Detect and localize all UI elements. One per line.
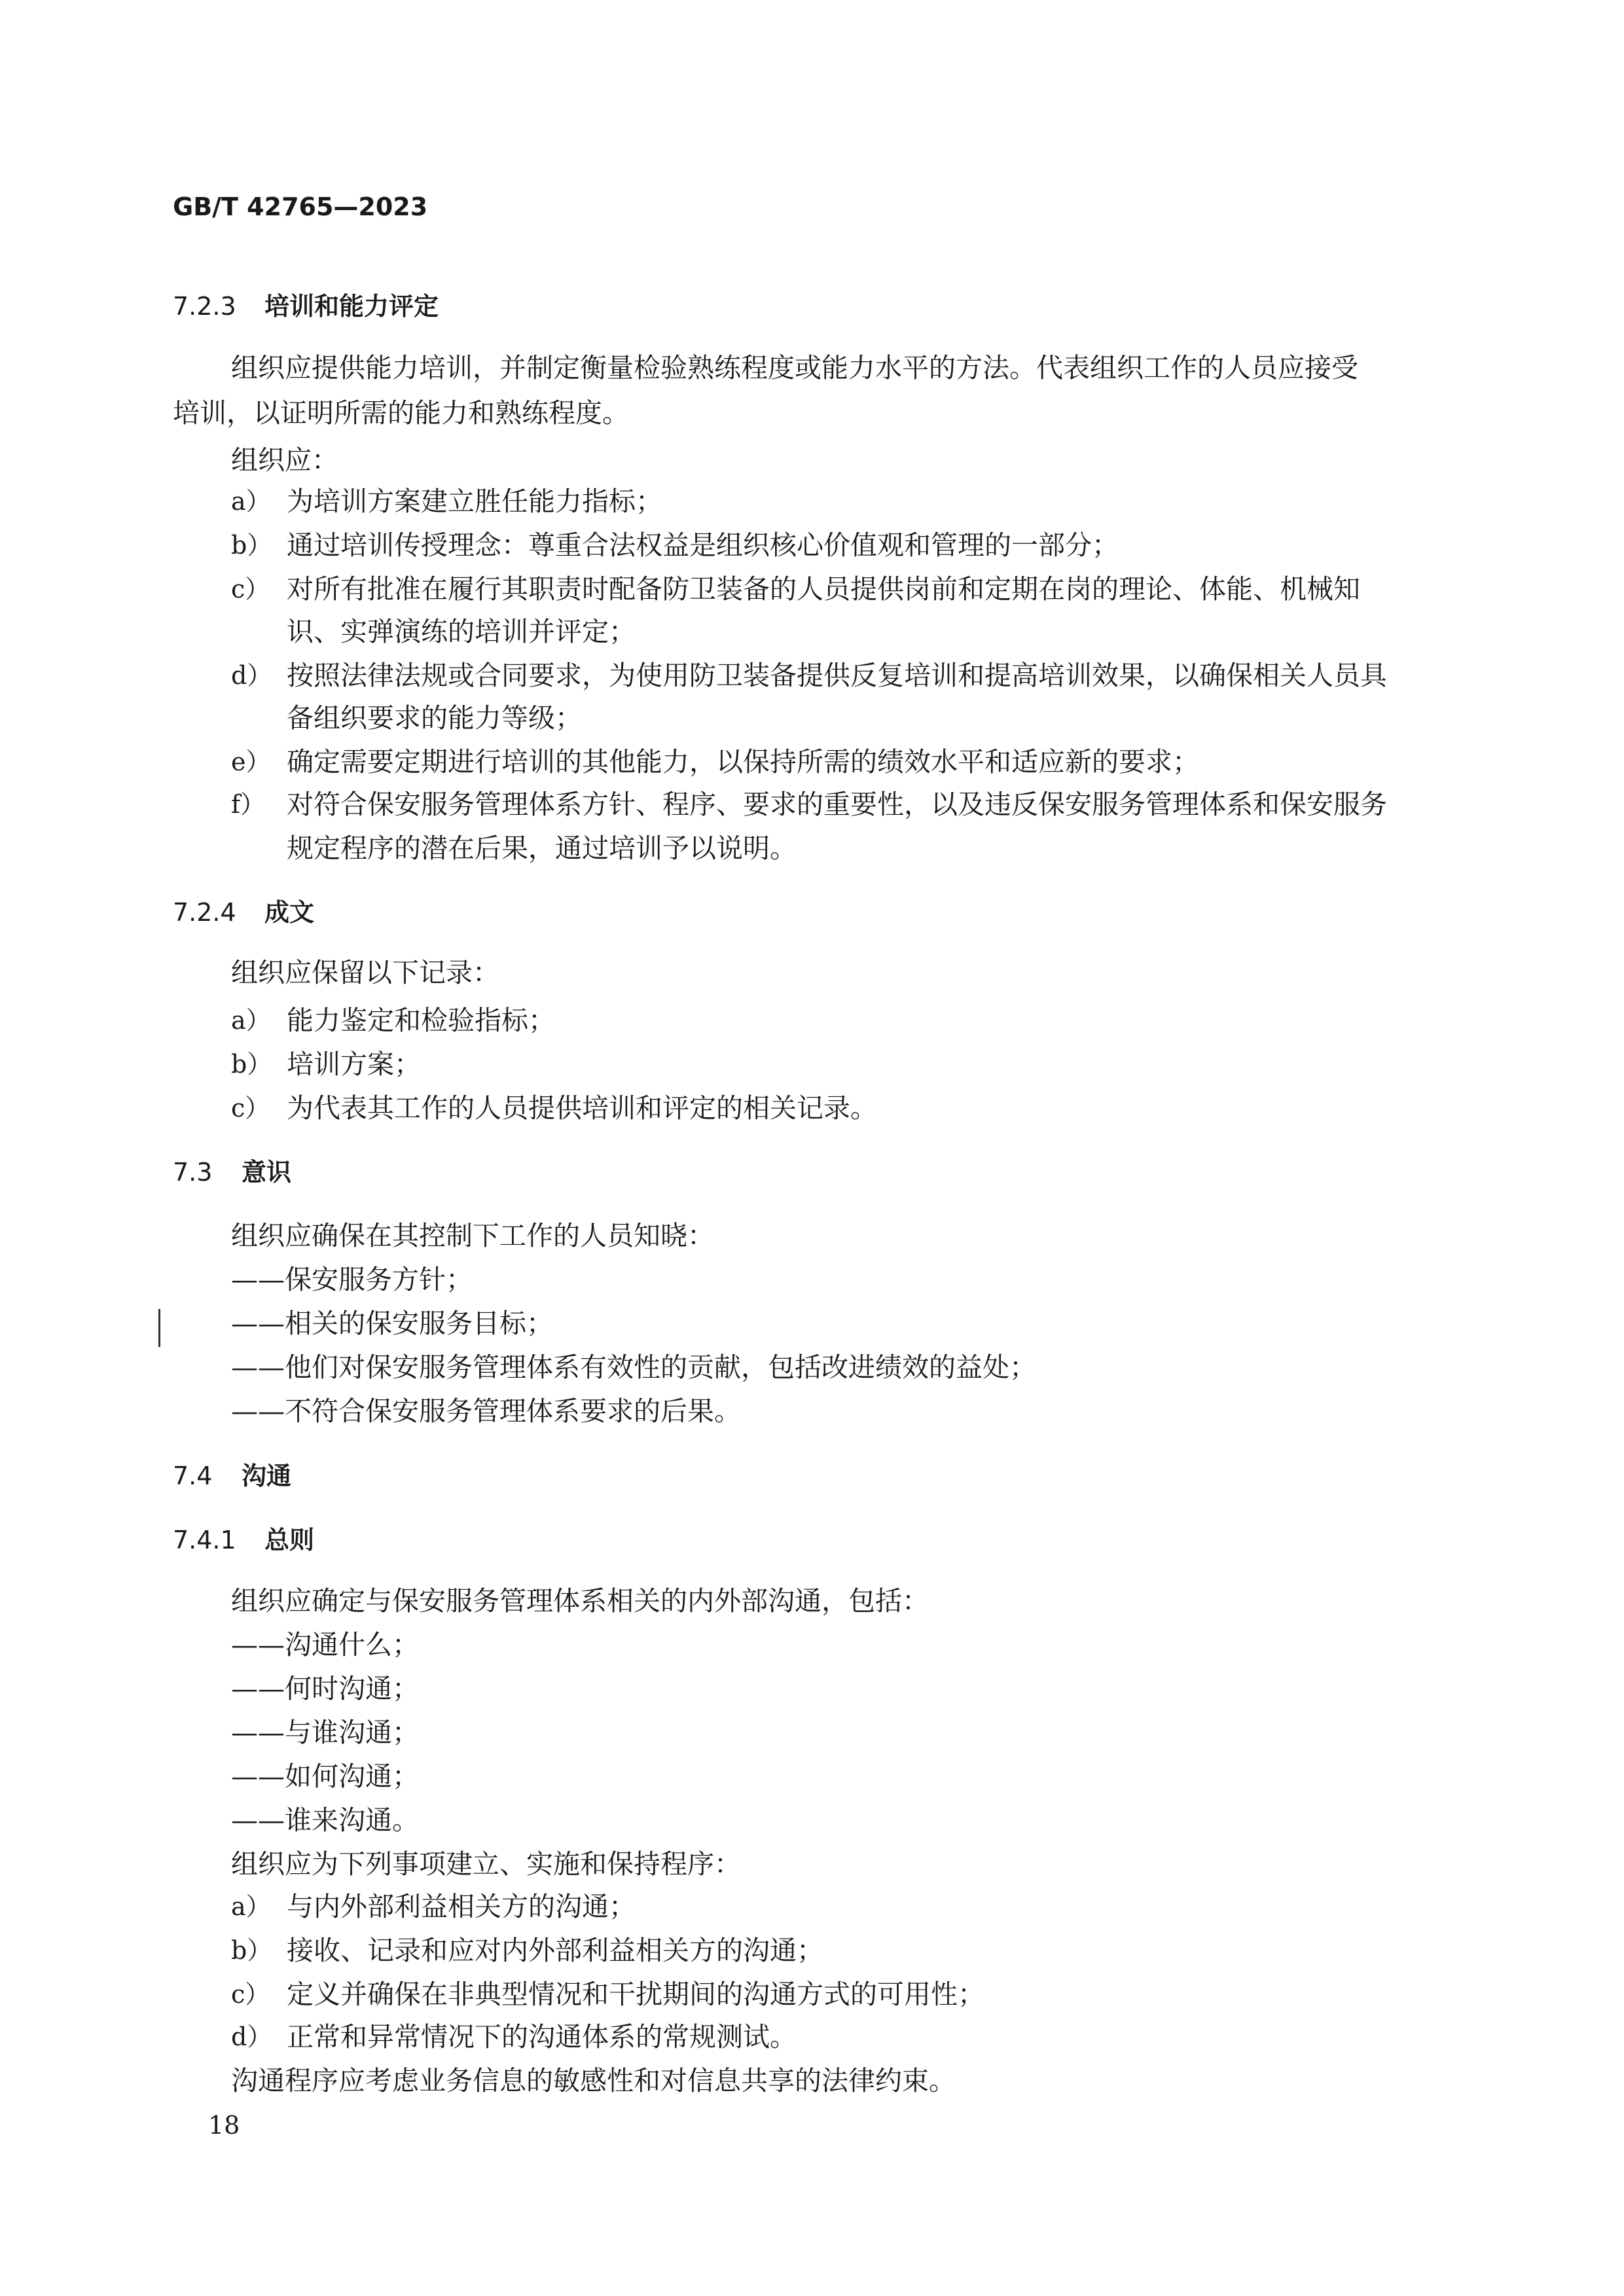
list-marker: a） — [231, 1006, 271, 1035]
section-heading-7-4 — [173, 1460, 291, 1492]
dash-item: ——保安服务方针； — [231, 1264, 473, 1295]
section-number: 7.4.1 — [173, 1526, 236, 1554]
section-title: 沟通 — [242, 1462, 292, 1490]
dash-item: ——相关的保安服务目标； — [231, 1308, 553, 1339]
section-title: 培训和能力评定 — [264, 292, 439, 321]
list-item-continuation: 规定程序的潜在后果，通过培训予以说明。 — [287, 833, 797, 864]
list-marker: c） — [231, 575, 270, 603]
section-number: 7.3 — [173, 1158, 213, 1187]
list-item-text: 正常和异常情况下的沟通体系的常规测试。 — [287, 2021, 797, 2053]
list-marker: a） — [231, 487, 271, 516]
section-title: 成文 — [264, 898, 315, 927]
list-item-text: 确定需要定期进行培训的其他能力，以保持所需的绩效水平和适应新的要求； — [287, 746, 1199, 778]
list-item-text: 为代表其工作的人员提供培训和评定的相关记录。 — [287, 1092, 877, 1124]
list-item-continuation: 识、实弹演练的培训并评定； — [287, 616, 636, 647]
section-heading-7-2-3 — [173, 290, 439, 323]
dash-item: ——谁来沟通。 — [231, 1804, 419, 1836]
paragraph-lead: 组织应确保在其控制下工作的人员知晓： — [231, 1220, 714, 1251]
list-marker: b） — [231, 531, 272, 560]
dash-item: ——不符合保安服务管理体系要求的后果。 — [231, 1395, 741, 1427]
section-heading-7-4-1 — [173, 1524, 314, 1556]
list-item-text: 与内外部利益相关方的沟通； — [287, 1891, 636, 1922]
list-item-text: 通过培训传授理念：尊重合法权益是组织核心价值观和管理的一部分； — [287, 529, 1119, 561]
list-marker: a） — [231, 1892, 271, 1921]
list-marker: b） — [231, 1050, 272, 1079]
section-number: 7.2.4 — [173, 898, 236, 927]
list-marker: b） — [231, 1936, 272, 1965]
standard-number-header: GB/T 42765—2023 — [173, 192, 428, 221]
section-title: 总则 — [264, 1526, 315, 1554]
list-item-text: 对所有批准在履行其职责时配备防卫装备的人员提供岗前和定期在岗的理论、体能、机械知 — [287, 573, 1360, 605]
list-item-text: 为培训方案建立胜任能力指标； — [287, 486, 662, 517]
list-marker: e） — [231, 747, 271, 776]
list-marker: f） — [231, 790, 266, 819]
paragraph-lead: 组织应为下列事项建立、实施和保持程序： — [231, 1848, 741, 1880]
list-item-text: 培训方案； — [287, 1049, 421, 1080]
closing-paragraph: 沟通程序应考虑业务信息的敏感性和对信息共享的法律约束。 — [231, 2065, 956, 2096]
section-number: 7.4 — [173, 1462, 213, 1490]
dash-item: ——何时沟通； — [231, 1673, 419, 1704]
list-item-text: 对符合保安服务管理体系方针、程序、要求的重要性，以及违反保安服务管理体系和保安服务 — [287, 789, 1387, 820]
paragraph-line: 组织应提供能力培训，并制定衡量检验熟练程度或能力水平的方法。代表组织工作的人员应接受 — [231, 352, 1358, 384]
paragraph-lead: 组织应： — [231, 444, 338, 476]
section-number: 7.2.3 — [173, 292, 236, 321]
list-marker: d） — [231, 2022, 272, 2051]
list-item-text: 定义并确保在非典型情况和干扰期间的沟通方式的可用性； — [287, 1979, 984, 2010]
section-heading-7-2-4 — [173, 896, 314, 929]
section-heading-7-3 — [173, 1156, 291, 1189]
revision-change-bar — [158, 1309, 160, 1347]
dash-item: ——如何沟通； — [231, 1761, 419, 1792]
list-marker: c） — [231, 1094, 270, 1122]
list-item-text: 接收、记录和应对内外部利益相关方的沟通； — [287, 1935, 823, 1966]
list-item-text: 按照法律法规或合同要求，为使用防卫装备提供反复培训和提高培训效果，以确保相关人员具 — [287, 660, 1387, 691]
paragraph-line: 培训，以证明所需的能力和熟练程度。 — [173, 397, 629, 429]
dash-item: ——与谁沟通； — [231, 1717, 419, 1748]
list-marker: d） — [231, 661, 272, 690]
paragraph-lead: 组织应保留以下记录： — [231, 957, 499, 988]
dash-item: ——他们对保安服务管理体系有效性的贡献，包括改进绩效的益处； — [231, 1352, 1036, 1383]
list-marker: c） — [231, 1980, 270, 2009]
list-item-continuation: 备组织要求的能力等级； — [287, 702, 582, 734]
section-title: 意识 — [242, 1158, 292, 1187]
list-item-text: 能力鉴定和检验指标； — [287, 1005, 555, 1036]
dash-item: ——沟通什么； — [231, 1629, 419, 1660]
page-number: 18 — [208, 2111, 240, 2140]
paragraph-lead: 组织应确定与保安服务管理体系相关的内外部沟通，包括： — [231, 1585, 929, 1617]
